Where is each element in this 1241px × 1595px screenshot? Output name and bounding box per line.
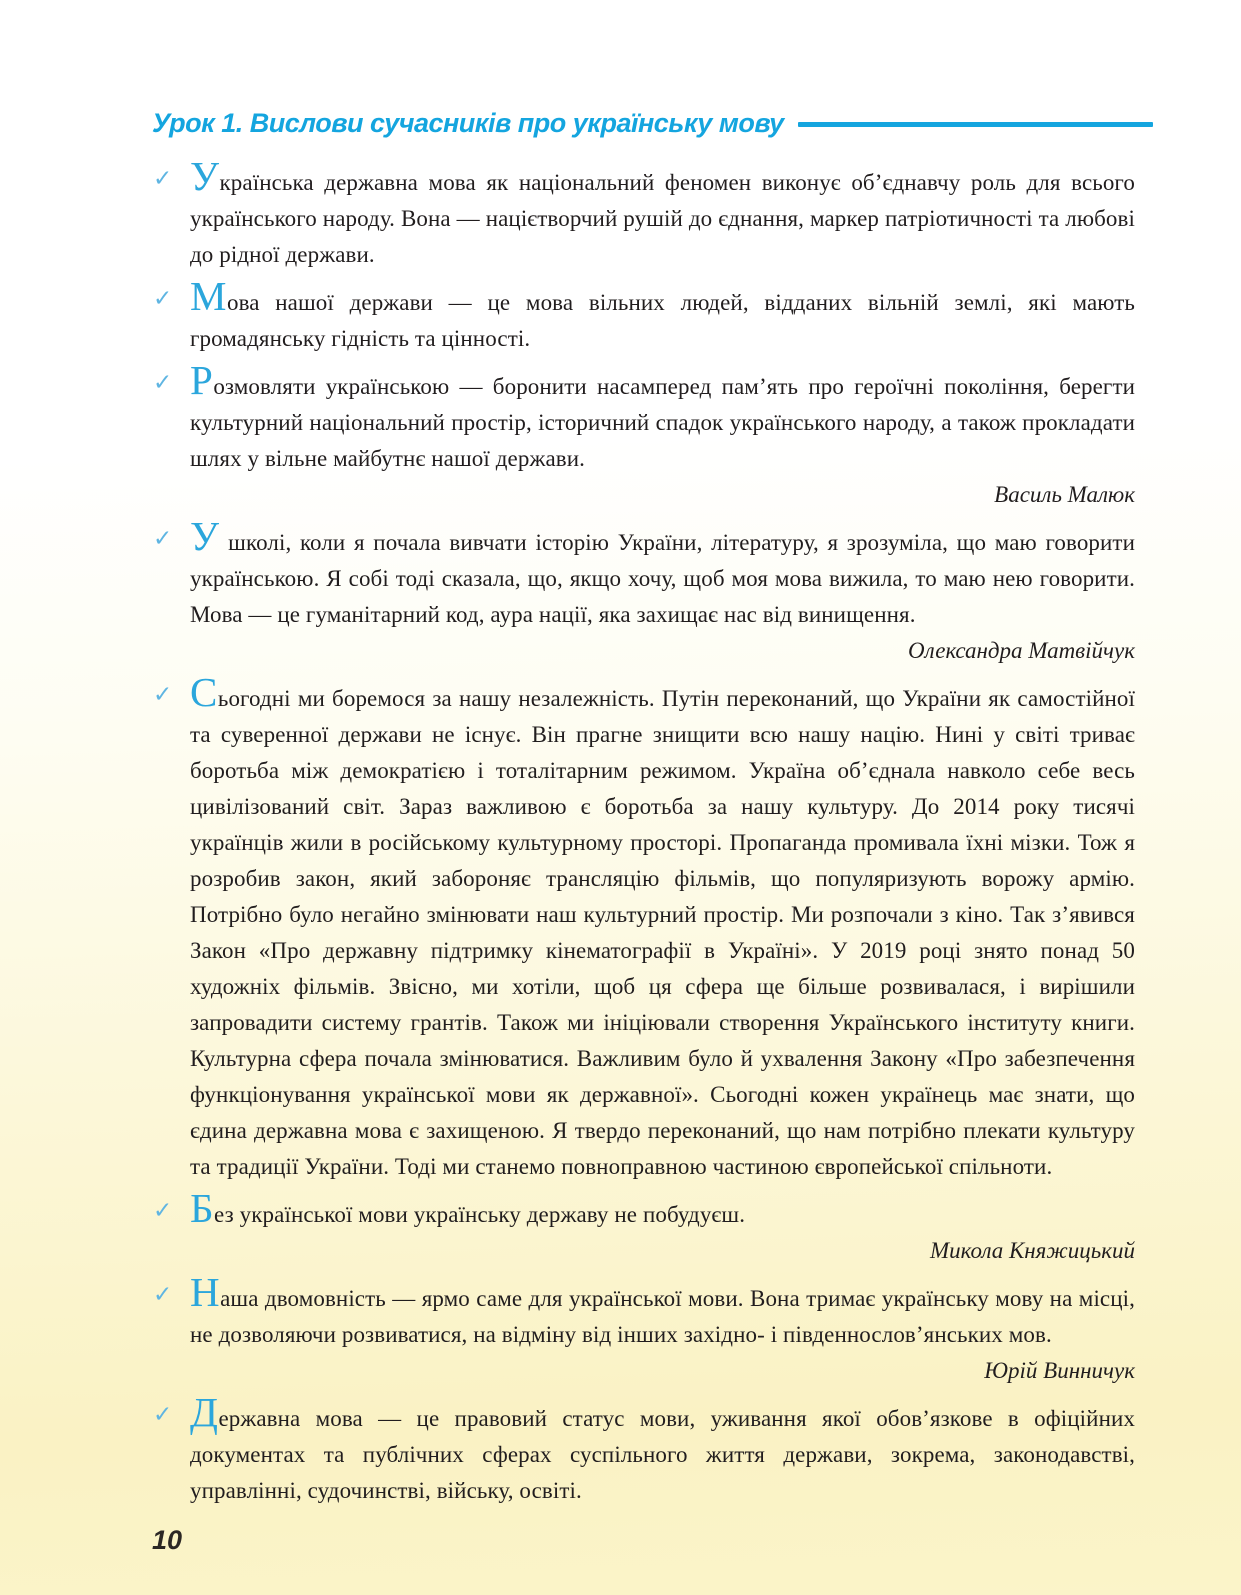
quote-body-text: ова нашої держави — це мова вільних людей, відданих вільній землі, які мають громадянську гідність та цінності. bbox=[190, 290, 1135, 351]
checkmark-icon: ✓ bbox=[153, 1198, 173, 1224]
quote-body-text: ьогодні ми боремося за нашу незалежність. Путін переконаний, що України як самостійної та суверенної держави не існує. Він прагне знищити всю нашу націю. Нині у світі триває боротьба між демократією і тоталітарним режимом. Україна об’єднала навколо себе весь цивілізований світ. Зараз важливою є боротьба за нашу культуру. До 2014 року тисячі українців жили в російському культурному просторі. Пропаганда промивала їхні мізки. Тож я розробив закон, який забороняє трансляцію фільмів, що популяризують ворожу армію. Потрібно було негайно змінювати наш культурний простір. Ми розпочали з кіно. Так з’явився Закон «Про державну підтримку кінематографії в Україні». У 2019 році знято понад 50 художніх фільмів. Звісно, ми хотіли, щоб ця сфера ще більше розвивалася, і вирішили запровадити систему грантів. Також ми ініціювали створення Українського інституту книги. Культурна сфера почала змінюватися. Важливим було й ухвалення Закону «Про забезпечення функціонування української мови як державної». Сьогодні кожен українець має знати, що єдина державна мова є захищеною. Я твердо переконаний, що нам потрібно плекати культуру та традиції України. Тоді ми станемо повноправною частиною європейської спільноти. bbox=[190, 686, 1135, 1179]
lesson-title: Урок 1. Вислови сучасників про українську мову bbox=[152, 108, 784, 138]
quote-item bbox=[153, 1185, 1135, 1269]
checkmark-icon: ✓ bbox=[153, 1402, 173, 1428]
quote-author: Олександра Матвійчук bbox=[908, 638, 1135, 663]
quote-dropcap-letter: Н bbox=[190, 1269, 221, 1315]
quotes-list bbox=[153, 153, 1135, 1509]
quote-dropcap-letter: Д bbox=[190, 1389, 219, 1435]
quote-text bbox=[190, 1389, 1135, 1509]
checkmark-icon: ✓ bbox=[153, 526, 173, 552]
quote-item bbox=[153, 669, 1135, 1185]
quote-text bbox=[190, 669, 1135, 1185]
quote-item bbox=[153, 1269, 1135, 1389]
quote-dropcap-letter: М bbox=[190, 273, 227, 319]
quote-text bbox=[190, 1269, 1135, 1353]
quote-text bbox=[190, 1185, 1135, 1233]
quote-body-text: ез української мови українську державу не побудуєш. bbox=[214, 1202, 746, 1227]
quote-dropcap-letter: У bbox=[190, 513, 220, 559]
quote-dropcap-letter: С bbox=[190, 669, 218, 715]
quote-text bbox=[190, 513, 1135, 633]
quote-author: Василь Малюк bbox=[994, 482, 1135, 507]
quote-body-text: ержавна мова — це правовий статус мови, уживання якої обов’язкове в офіційних документах та публічних сферах суспільного життя держави, зокрема, законодавстві, управлінні, судочинстві, війську, освіті. bbox=[190, 1406, 1135, 1503]
quote-item bbox=[153, 357, 1135, 513]
quote-body-text: озмовляти українською — боронити насамперед пам’ять про героїчні покоління, берегти культурний національний простір, історичний спадок українського народу, а також прокладати шлях у вільне майбутнє нашої держави. bbox=[190, 374, 1135, 471]
quote-item bbox=[153, 273, 1135, 357]
quote-author: Микола Княжицький bbox=[929, 1238, 1135, 1263]
header-rule-line bbox=[798, 122, 1153, 127]
checkmark-icon: ✓ bbox=[153, 286, 173, 312]
quote-text bbox=[190, 357, 1135, 477]
quote-author: Юрій Винничук bbox=[984, 1358, 1135, 1383]
quote-item bbox=[153, 1389, 1135, 1509]
checkmark-icon: ✓ bbox=[153, 370, 173, 396]
quote-dropcap-letter: Б bbox=[190, 1185, 215, 1231]
quote-body-text: аша двомовність — ярмо саме для української мови. Вона тримає українську мову на місці, не дозволяючи розвиватися, на відміну від інших західно- і південнослов’янських мов. bbox=[190, 1286, 1135, 1347]
quote-item bbox=[153, 513, 1135, 669]
checkmark-icon: ✓ bbox=[153, 1282, 173, 1308]
checkmark-icon: ✓ bbox=[153, 166, 173, 192]
quote-dropcap-letter: У bbox=[190, 153, 220, 199]
quote-body-text: школі, коли я почала вивчати історію України, літературу, я зрозуміла, що маю говорити українською. Я собі тоді сказала, що, якщо хочу, щоб моя мова вижила, то маю нею говорити. Мова — це гуманітарний код, аура нації, яка захищає нас від винищення. bbox=[190, 530, 1135, 627]
checkmark-icon: ✓ bbox=[153, 682, 173, 708]
quote-text bbox=[190, 153, 1135, 273]
page-footer bbox=[152, 1525, 1153, 1556]
quote-dropcap-letter: Р bbox=[190, 357, 214, 403]
lesson-header bbox=[152, 108, 1153, 139]
quote-item bbox=[153, 153, 1135, 273]
quote-text bbox=[190, 273, 1135, 357]
quote-body-text: країнська державна мова як національний феномен виконує об’єднавчу роль для всього українського народу. Вона — націєтворчий рушій до єднання, маркер патріотичності та любові до рідної держави. bbox=[190, 170, 1135, 267]
page-number: 10 bbox=[152, 1525, 183, 1555]
